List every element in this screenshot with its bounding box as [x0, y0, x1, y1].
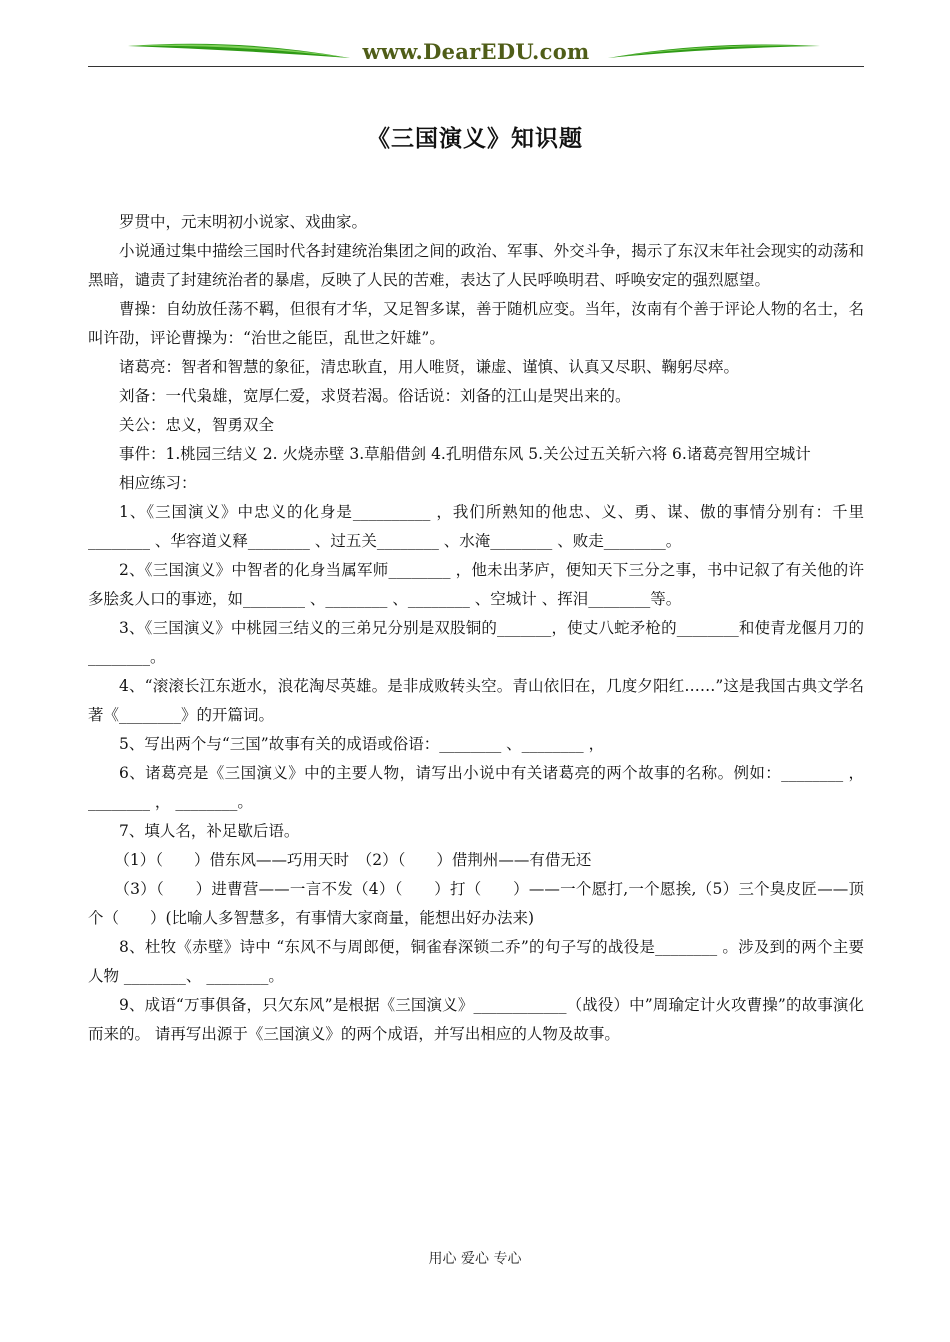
question-5: 5、写出两个与“三国”故事有关的成语或俗语：________ 、________ ，	[119, 735, 605, 753]
question-6: 6、诸葛亮是《三国演义》中的主要人物，请写出小说中有关诸葛亮的两个故事的名称。例如：________ ，________ ， ________。	[88, 764, 864, 811]
paragraph-exercises-heading: 相应练习：	[119, 474, 197, 492]
question-9: 9、成语“万事俱备，只欠东风”是根据《三国演义》____________（战役）中”周瑜定计火攻曹操”的故事演化而来的。 请再写出源于《三国演义》的两个成语，并写出相应的人物及故事。	[88, 996, 864, 1043]
question-8: 8、杜牧《赤壁》诗中 “东风不与周郎便，铜雀春深锁二乔”的句子写的战役是________ 。涉及到的两个主要人物 ________、 ________。	[88, 938, 864, 985]
paragraph-caocao: 曹操：自幼放任荡不羁，但很有才华，又足智多谋，善于随机应变。当年，汝南有个善于评论人物的名士，名叫许劭，评论曹操为：“治世之能臣，乱世之奸雄”。	[88, 300, 864, 347]
document-body	[88, 208, 864, 1049]
question-4: 4、“滚滚长江东逝水，浪花淘尽英雄。是非成败转头空。青山依旧在，几度夕阳红……”这是我国古典文学名著《________》的开篇词。	[88, 677, 864, 724]
question-7: 7、填人名，补足歇后语。	[119, 822, 300, 840]
page-title: 《三国演义》知识题	[367, 125, 583, 152]
paragraph-summary: 小说通过集中描绘三国时代各封建统治集团之间的政治、军事、外交斗争，揭示了东汉末年社会现实的动荡和黑暗，谴责了封建统治者的暴虐，反映了人民的苦难，表达了人民呼唤明君、呼唤安定的强烈愿望。	[88, 242, 864, 289]
paragraph-events: 事件：1.桃园三结义 2. 火烧赤壁 3.草船借剑 4.孔明借东风 5.关公过五关斩六将 6.诸葛亮智用空城计	[119, 445, 811, 463]
question-2: 2、《三国演义》中智者的化身当属军师________ ，他未出茅庐，便知天下三分之事，书中记叙了有关他的许多脍炙人口的事迹，如________ 、________ 、________ 、空城计 、挥泪________等。	[88, 561, 864, 608]
question-1: 1、《三国演义》中忠义的化身是__________ ，我们所熟知的他忠、义、勇、谋、傲的事情分别有：千里________ 、华容道义释________ 、过五关________ 、水淹________ 、败走________。	[88, 503, 864, 550]
paragraph-guangong: 关公：忠义，智勇双全	[119, 416, 275, 434]
paragraph-author: 罗贯中，元末明初小说家、戏曲家。	[119, 213, 368, 231]
header-rule	[88, 66, 864, 67]
site-name[interactable]: www.DearEDU.com	[362, 39, 590, 64]
page-footer: 用心 爱心 专心	[428, 1251, 522, 1267]
question-7-line-1: （1）（ ）借东风——巧用天时 （2）（ ）借荆州——有借无还	[114, 851, 592, 869]
paragraph-zhugeliang: 诸葛亮：智者和智慧的象征，清忠耿直，用人唯贤，谦虚、谨慎、认真又尽职、鞠躬尽瘁。	[119, 358, 740, 376]
question-3: 3、《三国演义》中桃园三结义的三弟兄分别是双股铜的_______，使丈八蛇矛枪的________和使青龙偃月刀的 ________。	[88, 619, 864, 666]
question-7-line-2: （3）（ ）进曹营——一言不发（4）（ ）打（ ）——一个愿打,一个愿挨,（5）三个臭皮匠——顶个（ ）(比喻人多智慧多，有事情大家商量，能想出好办法来)	[88, 880, 864, 927]
paragraph-liubei: 刘备：一代枭雄，宽厚仁爱，求贤若渴。俗话说：刘备的江山是哭出来的。	[119, 387, 631, 405]
site-header	[88, 32, 864, 70]
